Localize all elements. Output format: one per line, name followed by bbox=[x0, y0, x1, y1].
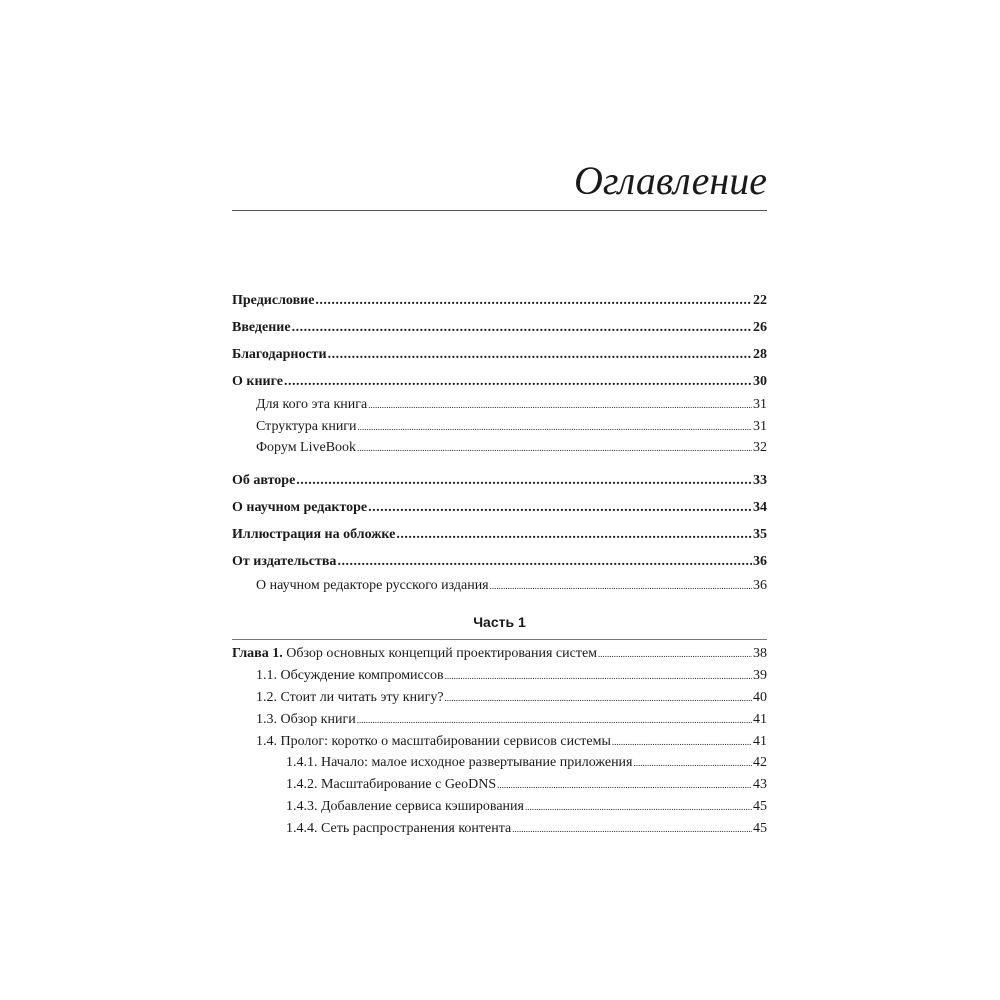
toc-entry-label: 1.2. Стоит ли читать эту книгу? bbox=[256, 690, 444, 705]
toc-section[interactable] bbox=[232, 689, 767, 707]
toc-entry-label: Введение bbox=[232, 320, 291, 335]
dot-leader bbox=[358, 418, 752, 436]
toc-subentry-audience[interactable] bbox=[232, 396, 767, 414]
toc-entry-label: О научном редакторе bbox=[232, 500, 368, 515]
page-title: Оглавление bbox=[573, 158, 767, 203]
toc-subentry-structure[interactable] bbox=[232, 418, 767, 436]
toc-entry-page: 40 bbox=[753, 690, 767, 705]
toc-entry-about-editor[interactable] bbox=[232, 499, 767, 517]
toc-entry-page: 26 bbox=[753, 320, 767, 335]
toc-entry-label: 1.4.3. Добавление сервиса кэширования bbox=[286, 799, 524, 814]
toc-subsection[interactable] bbox=[232, 798, 767, 816]
toc-section[interactable] bbox=[232, 711, 767, 729]
toc-entry-label: Об авторе bbox=[232, 473, 296, 488]
part-divider bbox=[232, 639, 767, 640]
toc-entry-label: Для кого эта книга bbox=[256, 397, 368, 412]
toc-subentry-forum[interactable] bbox=[232, 439, 767, 457]
toc-entry-label: От издательства bbox=[232, 554, 337, 569]
toc-subsection[interactable] bbox=[232, 820, 767, 838]
toc-entry-page: 45 bbox=[753, 821, 767, 836]
toc-entry-page: 34 bbox=[753, 500, 767, 515]
dot-leader bbox=[368, 499, 752, 517]
toc-entry-page: 35 bbox=[753, 527, 767, 542]
toc-entry-page: 28 bbox=[753, 347, 767, 362]
dot-leader bbox=[445, 667, 752, 685]
dot-leader bbox=[525, 798, 752, 816]
toc-section[interactable] bbox=[232, 667, 767, 685]
toc-entry-label: Благодарности bbox=[232, 347, 327, 362]
toc-entry-label: 1.4.1. Начало: малое исходное развертывание приложения bbox=[286, 755, 633, 770]
dot-leader bbox=[497, 776, 752, 794]
toc-entry-page: 38 bbox=[753, 646, 767, 661]
toc-entry-label bbox=[232, 645, 597, 663]
toc-subsection[interactable] bbox=[232, 754, 767, 772]
chapter-prefix: Глава 1. bbox=[232, 646, 283, 661]
dot-leader bbox=[328, 346, 752, 364]
toc-subsection[interactable] bbox=[232, 776, 767, 794]
chapter-title: Обзор основных концепций проектирования систем bbox=[286, 646, 598, 661]
toc-chapter-1[interactable] bbox=[232, 645, 767, 663]
toc-entry-label: Структура книги bbox=[256, 419, 357, 434]
table-of-contents bbox=[232, 0, 767, 1000]
toc-entry-label: О научном редакторе русского издания bbox=[256, 578, 489, 593]
toc-entry-acknowledgements[interactable] bbox=[232, 346, 767, 364]
toc-entry-page: 33 bbox=[753, 473, 767, 488]
toc-entry-preface[interactable] bbox=[232, 292, 767, 310]
dot-leader bbox=[292, 319, 752, 337]
part-heading: Часть 1 bbox=[473, 614, 526, 630]
toc-entry-page: 36 bbox=[753, 578, 767, 593]
toc-entry-label: 1.1. Обсуждение компромиссов bbox=[256, 668, 444, 683]
toc-entry-label: 1.4. Пролог: коротко о масштабировании сервисов системы bbox=[256, 734, 611, 749]
dot-leader bbox=[368, 396, 752, 414]
toc-entry-label: Иллюстрация на обложке bbox=[232, 527, 396, 542]
toc-entry-page: 41 bbox=[753, 712, 767, 727]
dot-leader bbox=[396, 526, 752, 544]
toc-entry-label: О книге bbox=[232, 374, 283, 389]
toc-entry-page: 43 bbox=[753, 777, 767, 792]
dot-leader bbox=[357, 711, 752, 729]
dot-leader bbox=[357, 439, 752, 457]
toc-entry-label: 1.4.4. Сеть распространения контента bbox=[286, 821, 512, 836]
toc-entry-page: 32 bbox=[753, 440, 767, 455]
toc-entry-from-publisher[interactable] bbox=[232, 553, 767, 571]
dot-leader bbox=[490, 577, 752, 595]
toc-entry-about-book[interactable] bbox=[232, 373, 767, 391]
dot-leader bbox=[612, 733, 752, 751]
dot-leader bbox=[634, 754, 753, 772]
toc-entry-page: 42 bbox=[753, 755, 767, 770]
toc-entry-page: 41 bbox=[753, 734, 767, 749]
dot-leader bbox=[337, 553, 752, 571]
dot-leader bbox=[512, 820, 752, 838]
toc-entry-about-author[interactable] bbox=[232, 472, 767, 490]
toc-entry-cover-illustration[interactable] bbox=[232, 526, 767, 544]
dot-leader bbox=[284, 373, 752, 391]
toc-entry-page: 31 bbox=[753, 397, 767, 412]
toc-entry-label: Форум LiveBook bbox=[256, 440, 357, 455]
dot-leader bbox=[598, 645, 752, 663]
toc-entry-label: 1.3. Обзор книги bbox=[256, 712, 356, 727]
dot-leader bbox=[315, 292, 752, 310]
toc-entry-page: 36 bbox=[753, 554, 767, 569]
dot-leader bbox=[296, 472, 752, 490]
toc-entry-page: 39 bbox=[753, 668, 767, 683]
toc-section[interactable] bbox=[232, 733, 767, 751]
toc-subentry-russian-editor[interactable] bbox=[232, 577, 767, 595]
toc-entry-page: 45 bbox=[753, 799, 767, 814]
toc-entry-page: 30 bbox=[753, 374, 767, 389]
toc-entry-page: 22 bbox=[753, 293, 767, 308]
toc-entry-page: 31 bbox=[753, 419, 767, 434]
toc-entry-label: 1.4.2. Масштабирование с GeoDNS bbox=[286, 777, 497, 792]
toc-entry-label: Предисловие bbox=[232, 293, 315, 308]
toc-entry-introduction[interactable] bbox=[232, 319, 767, 337]
dot-leader bbox=[445, 689, 752, 707]
